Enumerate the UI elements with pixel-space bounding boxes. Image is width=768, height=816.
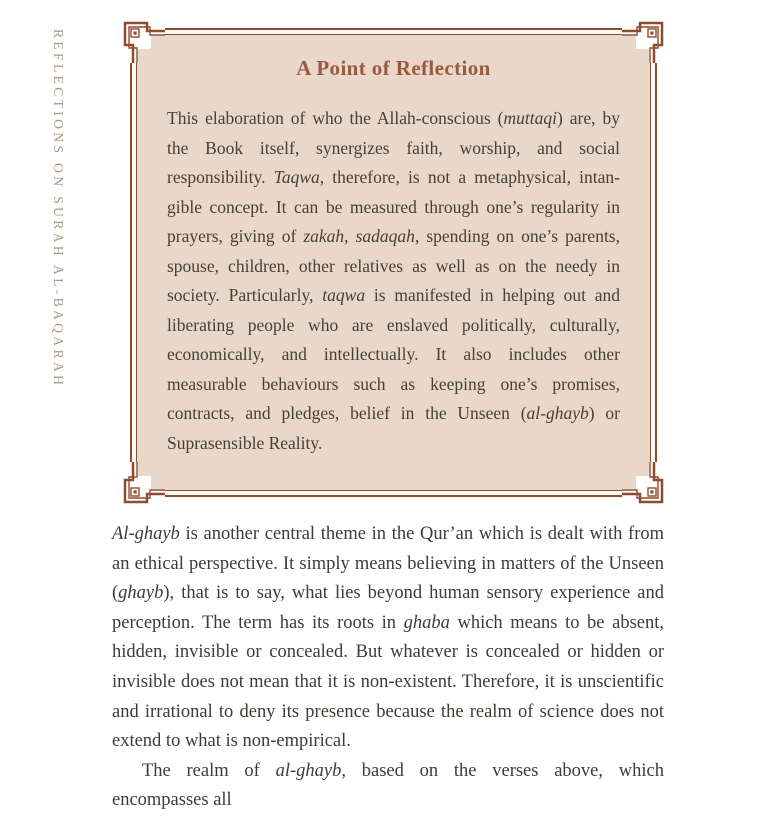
- body-paragraph-1: Al-ghayb is another central theme in the Qur’an which is dealt with from an ethical perspective. It simply means believing in matters of the Unseen (ghayb), that is to say, what lies beyond human sensory experience and perception. The term has its roots in ghaba which means to be absent, hidden, invisible or concealed. But whatever is concealed or hidden or invisible does not mean that it is non-existent. Therefore, it is unscientific and irrational to deny its presence because the realm of science does not extend to what is non-empirical.: [112, 524, 664, 752]
- reflection-box: [130, 28, 657, 497]
- reflection-box-title: A Point of Reflection: [296, 56, 491, 80]
- body-paragraph-2-clipped: The realm of al-ghayb, based on the verses above, which encompasses all: [112, 760, 664, 811]
- reflection-box-inner-panel: [136, 34, 651, 491]
- main-body-text: [112, 520, 664, 816]
- reflection-box-paragraph: This elaboration of who the Allah-conscious (muttaqi) are, by the Book itself, synergizes faith, worship, and social responsibility. Taqwa, therefore, is not a metaphysical, intan-gible concept. It can be measured through one’s regularity in prayers, giving of zakah, sadaqah, spending on one’s parents, spouse, children, other relatives as well as on the needy in society. Particularly, taqwa is manifested in helping out and liberating people who are enslaved politically, culturally, economically, and intellectually. It also includes other measurable behaviours such as keeping one’s promises, contracts, and pledges, belief in the Unseen (al-ghayb) or Suprasensible Reality.: [167, 108, 621, 453]
- running-head-vertical-text: REFLECTIONS ON SURAH AL-BAQARAH: [51, 29, 66, 389]
